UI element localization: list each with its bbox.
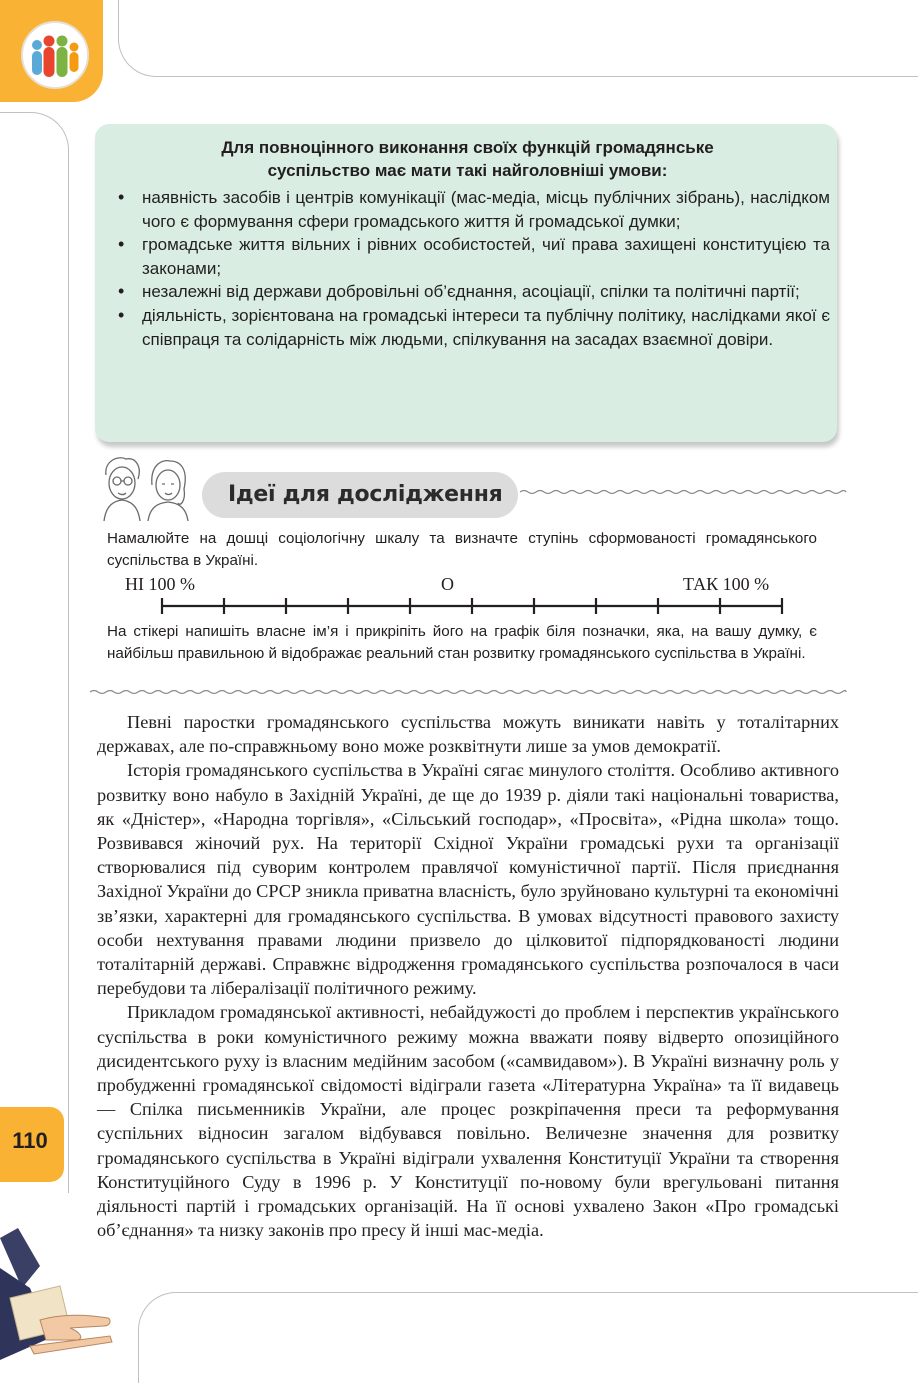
bullet-icon: • (118, 187, 125, 207)
list-item (118, 233, 830, 280)
paragraph: Певні паростки громадянського суспільства можуть виникати навіть у тоталітарних державах, але по-справжньому воно може розквітнути лише за умов демократії. (97, 712, 839, 757)
paragraph: Історія громадянського суспільства в Україні сягає минулого століття. Особливо активного розвитку воно набуло в Західній Україні, де ще до 1939 р. діяли такі національні товариства, як «Дністер», «Народна торгівля», «Сільський господар», «Просвіта», «Рідна школа» тощо. Розвивався жіночий рух. На території Східної України громадські рухи та організації створювалися під суворим контролем правлячої комуністичної партії. Після приєднання Західної України до СРСР зникла приватна власність, було зруйновано культурні та економічні зв’язки, характерні для громадянського суспільства. В умовах відсутності правового захисту особи нехтування правами людини призвело до цілковитої підпорядкованості людини тоталітарній державі. Справжнє відродження громадянського суспільства розпочалося в часи перебудови та лібералізації політичного режиму. (97, 760, 839, 999)
list-item (118, 304, 830, 351)
page-frame-top (118, 0, 918, 77)
bullet-icon: • (118, 304, 125, 325)
condition-text: незалежні від держави добровільні об’єднання, асоціації, спілки та політичні партії; (142, 282, 800, 302)
conditions-list (118, 186, 830, 351)
condition-text: громадське життя вільних і рівних особистостей, чиї права захищені конституцією та законами; (142, 235, 830, 278)
scale-label-left: НІ 100 % (125, 574, 195, 594)
bullet-icon: • (118, 234, 125, 255)
page-number: 110 (12, 1128, 48, 1153)
research-instruction: На стікері напишіть власне ім’я і прикріпіть його на графік біля позначки, яка, на вашу думку, є найбільш правильною й відображає реальний стан розвитку громадянського суспільства в Україні. (107, 623, 817, 662)
family-logo-icon (20, 20, 90, 90)
page-frame-left (0, 112, 69, 1193)
scale-label-right: ТАК 100 % (683, 574, 770, 594)
paragraph: Прикладом громадянської активності, небайдужості до проблем і перспектив українського суспільства в роки комуністичного режиму можна вважати появу відверто опозиційного дисидентського руху із власним медійним засобом («самвидавом»). В Україні визначну роль у пробудженні громадянської свідомості відіграли газета «Літературна Україна» та її видавець — Спілка письменників України, але процес розкріпачення преси та реформування суспільних відносин загалом відбувався повільно. Величезне значення для розвитку громадянського суспільства в Україні відіграли ухвалення Конституції України та створення Конституційного Суду в 1996 р. У Конституції по-новому були врегульовані питання діяльності партій і громадських організацій. На її основі ухвалено Закон «Про громадські об’єднання» та низку законів про пресу й інші мас-медіа. (97, 1002, 839, 1241)
sociological-scale (120, 570, 800, 618)
conditions-box-title (100, 136, 835, 182)
hand-illustration-icon (0, 1228, 118, 1360)
page-frame-bottom (138, 1292, 918, 1383)
bullet-icon: • (118, 281, 125, 302)
condition-text: діяльність, зорієнтована на громадські інтереси та публічну політику, наслідками якої є співпраця та солідарність між людьми, спілкування на засадах взаємної довіри. (142, 305, 830, 349)
list-item (118, 186, 830, 233)
condition-text: наявність засобів і центрів комунікації (мас-медіа, місць публічних зібрань), наслідком чого є формування сфери громадського життя й громадської думки; (142, 188, 830, 231)
conditions-title-line-2: суспільство має мати такі найголовніші умови: (267, 161, 668, 180)
research-title: Ідеї для дослідження (228, 482, 503, 507)
list-item (118, 280, 830, 304)
main-text (97, 710, 839, 1242)
scale-label-middle: О (441, 574, 454, 594)
research-intro: Намалюйте на дошці соціологічну шкалу та визначте ступінь сформованості громадянського суспільства в Україні. (107, 530, 817, 569)
conditions-title-line-1: Для повноцінного виконання своїх функцій громадянське (221, 138, 714, 157)
